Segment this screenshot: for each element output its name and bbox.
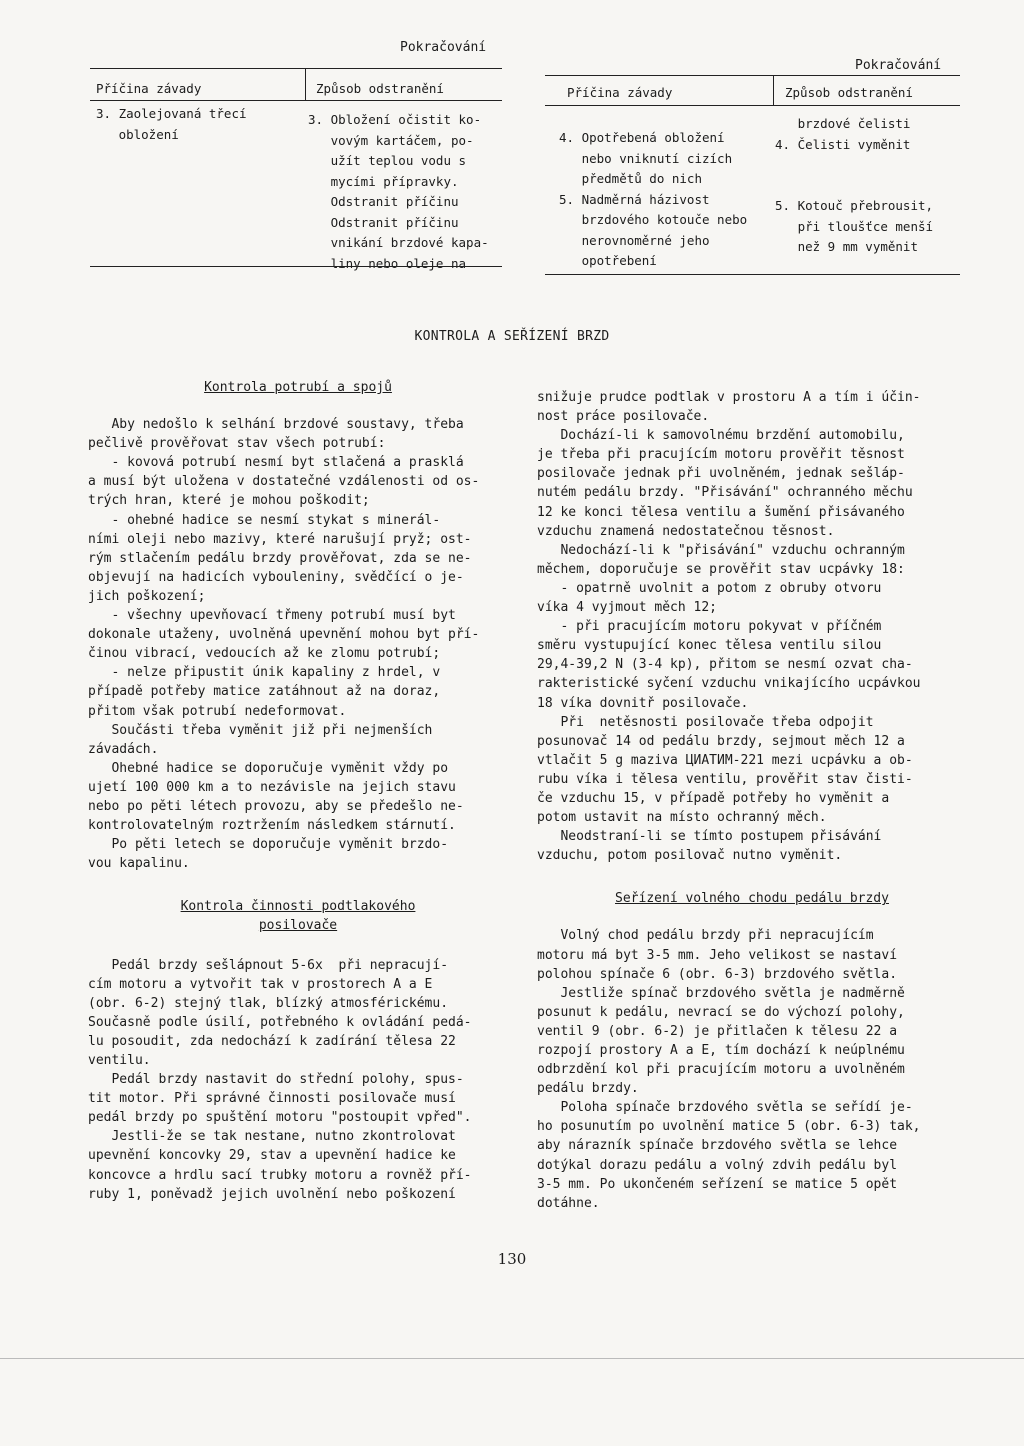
- text-line: vzduchu, potom posilovač nutno vyměnit.: [537, 848, 843, 864]
- right-table-continued: Pokračování: [855, 58, 942, 73]
- text-line: odbrzdění kol při pracujícím motoru a uvolněném: [537, 1062, 905, 1078]
- text-line: přitom však potrubí nedeformovat.: [88, 703, 347, 719]
- bottom-rule: [0, 1358, 1024, 1359]
- text-line: rozpojí prostory A a E, tím dochází k neúplnému: [537, 1043, 905, 1058]
- text-line: závadách.: [88, 741, 159, 757]
- table-cell-line: opotřebení: [559, 253, 657, 268]
- right-fault-table: [545, 38, 960, 278]
- text-line: ními oleji nebo mazivy, které narušují pryž; ost-: [88, 531, 472, 547]
- text-line: posunut k pedálu, nevrací se do výchozí polohy,: [537, 1004, 905, 1020]
- text-line: pedál brzdy po spuštění motoru "postoupit vpřed".: [88, 1110, 472, 1126]
- text-line: posilovače jednak při uvolněném, jednak sešláp-: [537, 466, 905, 482]
- right-table-cause: [559, 128, 747, 272]
- booster-check-text: [88, 956, 508, 1204]
- table-cell-line: než 9 mm vyměnit: [775, 239, 918, 254]
- text-line: upevnění koncovky 29, stav a upevnění hadice ke: [88, 1148, 456, 1164]
- text-line: nost práce posilovače.: [537, 409, 710, 425]
- text-line: Dochází-li k samovolnému brzdění automobilu,: [537, 428, 905, 444]
- text-line: jich poškození;: [88, 588, 206, 604]
- table-cell-line: brzdového kotouče nebo: [559, 212, 748, 227]
- text-line: 29,4-39,2 N (3-4 kp), přitom se nesmí ozvat cha-: [537, 657, 913, 673]
- text-line: trých hran, které je mohou poškodit;: [88, 493, 370, 509]
- text-line: - ohebné hadice se nesmí stykat s minerál-: [88, 512, 441, 528]
- table-cell-line: nebo vniknutí cizích: [559, 150, 733, 166]
- left-table-remedy: [308, 110, 489, 274]
- text-line: koncovce a hrdlu sací trubky motoru a rovněž pří-: [88, 1167, 472, 1183]
- text-line: ventil 9 (obr. 6-2) je přitlačen k tělesu 22 a: [537, 1023, 898, 1039]
- text-line: nebo po pěti létech provozu, aby se předešlo ne-: [88, 798, 464, 814]
- text-line: Nedochází-li k "přisávání" vzduchu ochranným: [537, 542, 905, 558]
- text-line: če vzduchu 15, v případě potřeby ho vyměnit a: [537, 790, 890, 806]
- heading-pipe-check: Kontrola potrubí a spojů: [204, 380, 392, 395]
- text-line: směru vystupující konec tělesa ventilu silou: [537, 638, 882, 654]
- left-table-cause: [96, 104, 247, 145]
- text-line: ventilu.: [88, 1053, 151, 1068]
- text-line: motoru má byt 3-5 mm. Jeho velikost se nastaví: [537, 947, 898, 963]
- text-line: Po pěti letech se doporučuje vyměnit brzdo-: [88, 837, 449, 853]
- booster-leak-text: [537, 388, 967, 865]
- left-text-column: [88, 378, 508, 1204]
- text-line: - opatrně uvolnit a potom z obruby otvoru: [537, 580, 882, 596]
- text-line: kontrolovatelným roztržením následkem stárnutí.: [88, 818, 456, 834]
- text-line: aby nárazník spínače brzdového světla se lehce: [537, 1138, 898, 1154]
- pipe-check-text: [88, 415, 508, 873]
- text-line: polohou spínače 6 (obr. 6-3) brzdového světla.: [537, 966, 898, 982]
- text-line: Poloha spínače brzdového světla se seřídí je-: [537, 1100, 913, 1116]
- text-line: - při pracujícím motoru pokyvat v příčném: [537, 619, 882, 635]
- text-line: cím motoru a vytvořit tak v prostorech A a E: [88, 976, 433, 992]
- text-line: objevují na hadicích vybouleniny, svědčící o je-: [88, 569, 464, 585]
- table-cell-line: brzdové čelisti: [775, 116, 911, 131]
- text-line: Neodstraní-li se tímto postupem přisávání: [537, 829, 882, 845]
- text-line: 18 víka dovnitř posilovače.: [537, 695, 749, 711]
- text-line: víka 4 vyjmout měch 12;: [537, 600, 718, 616]
- text-line: Při netěsnosti posilovače třeba odpojit: [537, 714, 874, 730]
- table-cell-line: Odstranit příčinu: [308, 194, 459, 209]
- table-cell-line: 5. Nadměrná házivost: [559, 191, 710, 207]
- table-cell-line: vovým kartáčem, po-: [308, 132, 474, 148]
- right-table-remedy: [775, 114, 933, 258]
- text-line: ruby 1, poněvadž jejich uvolnění nebo poškození: [88, 1186, 456, 1202]
- table-cell-line: [775, 176, 933, 197]
- table-cell-line: liny nebo oleje na: [308, 255, 467, 271]
- text-line: je třeba při pracujícím motoru prověřit těsnost: [537, 447, 905, 463]
- text-line: případě potřeby matice zatáhnout až na doraz,: [88, 684, 441, 700]
- text-line: - všechny upevňovací třmeny potrubí musí byt: [88, 608, 456, 624]
- heading-booster-check-line2: posilovače: [258, 918, 338, 934]
- text-line: dotýkal dorazu pedálu a volný zdvih pedálu byl: [537, 1157, 898, 1173]
- text-line: Aby nedošlo k selhání brzdové soustavy, třeba: [88, 417, 464, 433]
- text-line: 3-5 mm. Po ukončeném seřízení se matice 5 opět: [537, 1176, 898, 1192]
- text-line: Současně podle úsilí, potřebného k ovládání pedá-: [88, 1014, 472, 1030]
- text-line: nutém pedálu brzdy. "Přisávání" ochranného měchu: [537, 485, 913, 501]
- table-cell-line: 3. Zaolejovaná třecí: [96, 106, 247, 121]
- text-line: ho posunutím po uvolnění matice 5 (obr. 6-3) tak,: [537, 1119, 921, 1135]
- text-line: snižuje prudce podtlak v prostoru A a tím i účin-: [537, 390, 921, 405]
- text-line: (obr. 6-2) stejný tlak, blízký atmosférickému.: [88, 995, 449, 1011]
- table-cell-line: mycími přípravky.: [308, 173, 459, 189]
- table-cell-line: vnikání brzdové kapa-: [308, 235, 489, 250]
- text-line: vzduchu znamená nedostatečnou těsnost.: [537, 523, 835, 539]
- text-line: Pedál brzdy nastavit do střední polohy, spus-: [88, 1072, 464, 1088]
- pedal-freeplay-text: [537, 926, 967, 1212]
- text-line: tit motor. Při správné činnosti posilovače musí: [88, 1091, 456, 1107]
- table-cell-line: při tloušťce menší: [775, 218, 934, 234]
- text-line: dotáhne.: [537, 1195, 600, 1211]
- table-cell-line: 4. Opotřebená obložení: [559, 130, 725, 145]
- heading-pedal-freeplay: Seřízení volného chodu pedálu brzdy: [615, 891, 889, 907]
- text-line: pečlivě prověřovat stav všech potrubí:: [88, 436, 386, 452]
- text-line: měchem, doporučuje se prověřit stav ucpávky 18:: [537, 561, 905, 577]
- text-line: Jestli-že se tak nestane, nutno zkontrolovat: [88, 1129, 456, 1145]
- left-table-header-remedy: Způsob odstranění: [316, 81, 444, 96]
- table-cell-line: Odstranit příčinu: [308, 214, 459, 230]
- left-fault-table: [90, 38, 502, 273]
- text-line: dokonale utaženy, uvolněná upevnění mohou byt pří-: [88, 627, 480, 643]
- text-line: činou vibrací, vedoucích až ke zlomu potrubí;: [88, 646, 441, 662]
- text-line: pedálu brzdy.: [537, 1081, 639, 1097]
- text-line: Volný chod pedálu brzdy při nepracujícím: [537, 928, 874, 944]
- text-line: - kovová potrubí nesmí byt stlačená a prasklá: [88, 455, 464, 471]
- text-line: Pedál brzdy sešlápnout 5-6x při nepracují-: [88, 957, 449, 973]
- table-cell-line: 5. Kotouč přebrousit,: [775, 198, 934, 213]
- text-line: 12 ke konci tělesa ventilu a šumění přisávaného: [537, 504, 905, 520]
- table-cell-line: 4. Čelisti vyměnit: [775, 136, 911, 152]
- table-cell-line: obložení: [96, 126, 179, 142]
- text-line: potom ustavit na místo ochranný měch.: [537, 810, 827, 826]
- text-line: Jestliže spínač brzdového světla je nadměrně: [537, 985, 905, 1001]
- table-cell-line: předmětů do nich: [559, 171, 702, 186]
- text-line: lu posoudit, zda nedochází k zadírání tělesa 22: [88, 1033, 456, 1049]
- text-line: Ohebné hadice se doporučuje vyměnit vždy po: [88, 760, 449, 776]
- text-line: a musí být uložena v dostatečné vzdálenosti od os-: [88, 474, 480, 490]
- table-cell-line: 3. Obložení očistit ko-: [308, 112, 482, 127]
- table-cell-line: [775, 155, 933, 176]
- table-cell-line: nerovnoměrné jeho: [559, 232, 710, 248]
- text-line: - nelze připustit únik kapaliny z hrdel, v: [88, 665, 441, 681]
- text-line: Součásti třeba vyměnit již při nejmenších: [88, 722, 433, 738]
- text-line: posunovač 14 od pedálu brzdy, sejmout měch 12 a: [537, 733, 905, 749]
- table-cell-line: užít teplou vodu s: [308, 153, 467, 168]
- text-line: rakteristické syčení vzduchu vnikajícího ucpávkou: [537, 676, 921, 692]
- text-line: vtlačit 5 g maziva ЦИАТИМ-221 mezi ucpávku a ob-: [537, 752, 913, 768]
- text-line: rým stlačením pedálu brzdy prověřovat, zda se ne-: [88, 550, 472, 566]
- text-line: vou kapalinu.: [88, 856, 190, 872]
- text-line: ujetí 100 000 km a to nezávisle na jejich stavu: [88, 779, 456, 795]
- left-table-continued: Pokračování: [400, 40, 487, 55]
- right-table-header-cause: Příčina závady: [567, 85, 673, 100]
- heading-booster-check-line1: Kontrola činnosti podtlakového: [180, 899, 416, 915]
- page-number: 130: [497, 1250, 527, 1268]
- left-table-header-cause: Příčina závady: [96, 81, 202, 96]
- right-text-column: [537, 388, 967, 1213]
- section-title: KONTROLA A SEŘÍZENÍ BRZD: [414, 329, 610, 344]
- right-table-header-remedy: Způsob odstranění: [785, 85, 913, 100]
- text-line: rubu víka i tělesa ventilu, prověřit stav čisti-: [537, 771, 913, 787]
